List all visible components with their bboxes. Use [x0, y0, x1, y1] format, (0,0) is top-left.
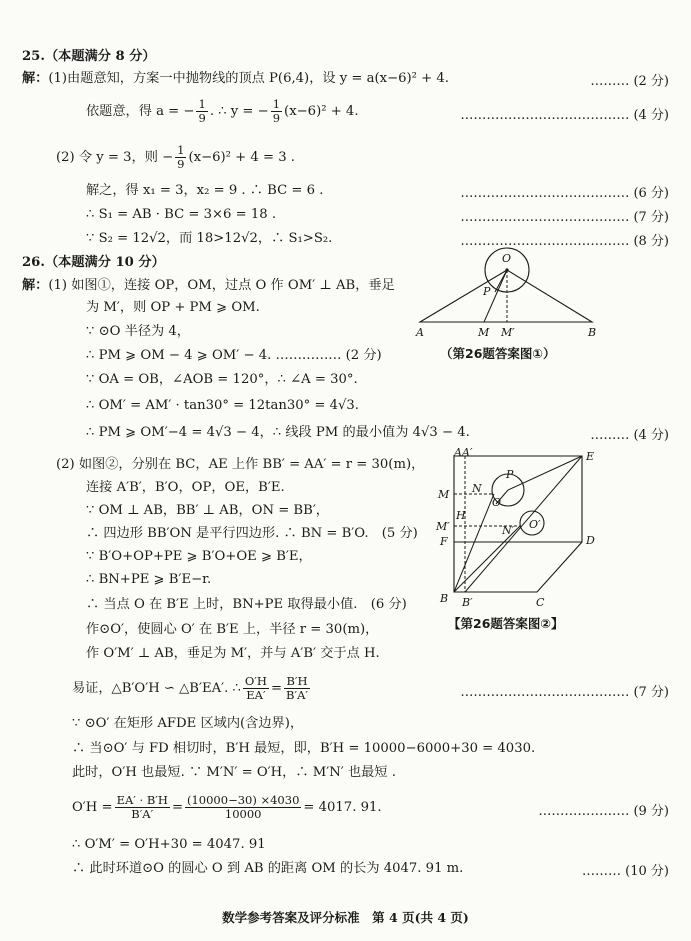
label-o: O — [492, 496, 502, 509]
segment-oe — [508, 456, 582, 490]
label-m-prime: M′ — [436, 520, 450, 533]
triangle-aob — [420, 270, 592, 322]
q26-p2-score-10: ………………………………… (7 分) — [460, 685, 669, 700]
q25-line-1: 解：(1)由题意知，方案一中抛物线的顶点 P(6,4)，设 y = a(x−6)² + 4. — [22, 71, 449, 86]
q26-p2-line-4: ∴ 四边形 BB′ON 是平行四边形. ∴ BN = B′O. (5 分) — [86, 526, 418, 541]
q26-p2-line-14: O′H = $\frac{EA' \cdot B'H}{B'A'}$ = $\frac{(10000-30) \times 4030}{10000}$ = 4017. 91. — [72, 793, 382, 821]
q26-p1-line-7: ∴ PM ⩾ OM′−4 = 4√3 − 4，∴ 线段 PM 的最小值为 4√3 − 4. — [86, 425, 470, 440]
q26-p1-line-2: 为 M′，则 OP + PM ⩾ OM. — [86, 300, 260, 315]
q25-line-6: ∵ S₂ = 12√2，而 18>12√2，∴ S₁>S₂. — [86, 231, 333, 246]
q25-line-2: 依题意，得 a = − $\frac{1}{9}$ . ∴ y = − $\frac{1}{9}$ (x−6)² + 4. — [86, 97, 359, 125]
fraction: $\frac{B'H}{B'A'}$ — [286, 674, 308, 702]
q25-score-5: ………………………………… (7 分) — [460, 210, 669, 225]
label-p: P — [483, 285, 491, 298]
label-m-prime: M′ — [501, 326, 515, 339]
solve-label: 解： — [22, 278, 49, 293]
label-c: C — [536, 596, 545, 609]
label-m: M — [478, 326, 490, 339]
label-h: H — [456, 509, 466, 522]
q26-p2-line-12: ∴ 当⊙O′ 与 FD 相切时，B′H 最短，即，B′H = 10000−6000+30 = 4030. — [72, 741, 536, 756]
q26-p2-line-13: 此时，O′H 也最短. ∵ M′N′ = O′H，∴ M′N′ 也最短 . — [72, 765, 396, 780]
q26-p2-line-8: 作⊙O′，使圆心 O′ 在 B′E 上，半径 r = 30(m)， — [86, 622, 379, 637]
label-o: O — [502, 252, 512, 265]
q25-title: 25.（本题满分 8 分） — [22, 49, 156, 64]
figure-2-caption: 【第26题答案图②】 — [448, 616, 564, 631]
segment-b-prime-e — [465, 456, 582, 592]
label-b: B — [440, 592, 449, 605]
q25-score-2: ………………………………… (4 分) — [460, 108, 669, 123]
solve-label: 解： — [22, 71, 49, 86]
q25-line-5: ∴ S₁ = AB · BC = 3×6 = 18 . — [86, 207, 277, 222]
label-n: N — [472, 482, 482, 495]
label-b: B — [588, 326, 597, 339]
label-e: E — [586, 450, 595, 463]
q26-p2-line-11: ∵ ⊙O′ 在矩形 AFDE 区域内(含边界)， — [72, 716, 304, 731]
fraction: $\frac{1}{9}$ — [272, 97, 281, 125]
q25-score-6: ………………………………… (8 分) — [460, 234, 669, 249]
label-a: A — [454, 446, 462, 459]
figure-1-caption: （第26题答案图①） — [440, 346, 556, 361]
fraction: $\frac{(10000-30) \times 4030}{10000}$ — [187, 793, 300, 821]
label-n-prime: N′ — [502, 524, 515, 537]
q25-score-1: ……… (2 分) — [590, 74, 669, 89]
figure-1 — [412, 246, 608, 342]
q26-p2-line-3: ∵ OM ⊥ AB，BB′ ⊥ AB，ON = BB′， — [86, 503, 329, 518]
q26-p1-score-7: ……… (4 分) — [590, 428, 669, 443]
q25-line-3: (2) 令 y = 3，则 − $\frac{1}{9}$ (x−6)² + 4 = 3 . — [56, 143, 295, 171]
q26-p2-score-16: ……… (10 分) — [582, 864, 669, 879]
label-d: D — [586, 534, 595, 547]
q26-p2-line-10: 易证，△B′O′H ∽ △B′EA′. ∴ $\frac{O'H}{EA'}$ = $\frac{B'H}{B'A'}$ — [72, 674, 308, 702]
q26-p2-line-16: ∴ 此时环道⊙O 的圆心 O 到 AB 的距离 OM 的长为 4047. 91 m. — [72, 861, 464, 876]
q26-p1-line-3: ∵ ⊙O 半径为 4， — [86, 324, 190, 339]
label-p: P — [506, 468, 514, 481]
fraction: $\frac{EA' \cdot B'H}{B'A'}$ — [116, 793, 168, 821]
label-o-prime: O′ — [529, 518, 541, 531]
q26-p1-line-1: 解：(1) 如图①，连接 OP，OM，过点 O 作 OM′ ⊥ AB，垂足 — [22, 278, 395, 293]
fraction: $\frac{1}{9}$ — [198, 97, 206, 125]
label-a: A — [416, 326, 424, 339]
q26-p2-line-15: ∴ O′M′ = O′H+30 = 4047. 91 — [72, 837, 266, 852]
q26-p1-line-5: ∵ OA = OB，∠AOB = 120°，∴ ∠A = 30°. — [86, 372, 358, 387]
q26-p2-score-14: ………………… (9 分) — [538, 804, 669, 819]
q25-score-4: ………………………………… (6 分) — [460, 186, 669, 201]
q26-p2-line-9: 作 O′M′ ⊥ AB，垂足为 M′，并与 A′B′ 交于点 H. — [86, 646, 380, 661]
q26-p1-line-4: ∴ PM ⩾ OM − 4 ⩾ OM′ − 4. …………… (2 分) — [86, 348, 382, 363]
label-m: M — [438, 488, 450, 501]
q26-p2-line-7: ∴ 当点 O 在 B′E 上时，BN+PE 取得最小值. (6 分) — [86, 597, 407, 612]
q26-p2-line-1: (2) 如图②，分别在 BC，AE 上作 BB′ = AA′ = r = 30(m)， — [56, 457, 425, 472]
figure-2 — [432, 446, 612, 612]
q26-p1-line-6: ∴ OM′ = AM′ · tan30° = 12tan30° = 4√3. — [86, 398, 360, 413]
label-a-prime: A′ — [462, 446, 473, 459]
q25-line-4: 解之，得 x₁ = 3，x₂ = 9 . ∴ BC = 6 . — [86, 183, 324, 198]
fraction: $\frac{O'H}{EA'}$ — [244, 674, 267, 702]
label-b-prime: B′ — [462, 596, 473, 609]
region-outline — [454, 456, 582, 592]
q26-title: 26.（本题满分 10 分） — [22, 255, 165, 270]
fraction: $\frac{1}{9}$ — [177, 143, 185, 171]
label-f: F — [440, 535, 448, 548]
q26-p2-line-5: ∵ B′O+OP+PE ⩾ B′O+OE ⩾ B′E， — [86, 549, 312, 564]
q26-p2-line-2: 连接 A′B′，B′O，OP，OE，B′E. — [86, 480, 285, 495]
page-footer: 数学参考答案及评分标准 第 4 页(共 4 页) — [222, 910, 469, 925]
q26-p2-line-6: ∴ BN+PE ⩾ B′E−r. — [86, 572, 212, 587]
